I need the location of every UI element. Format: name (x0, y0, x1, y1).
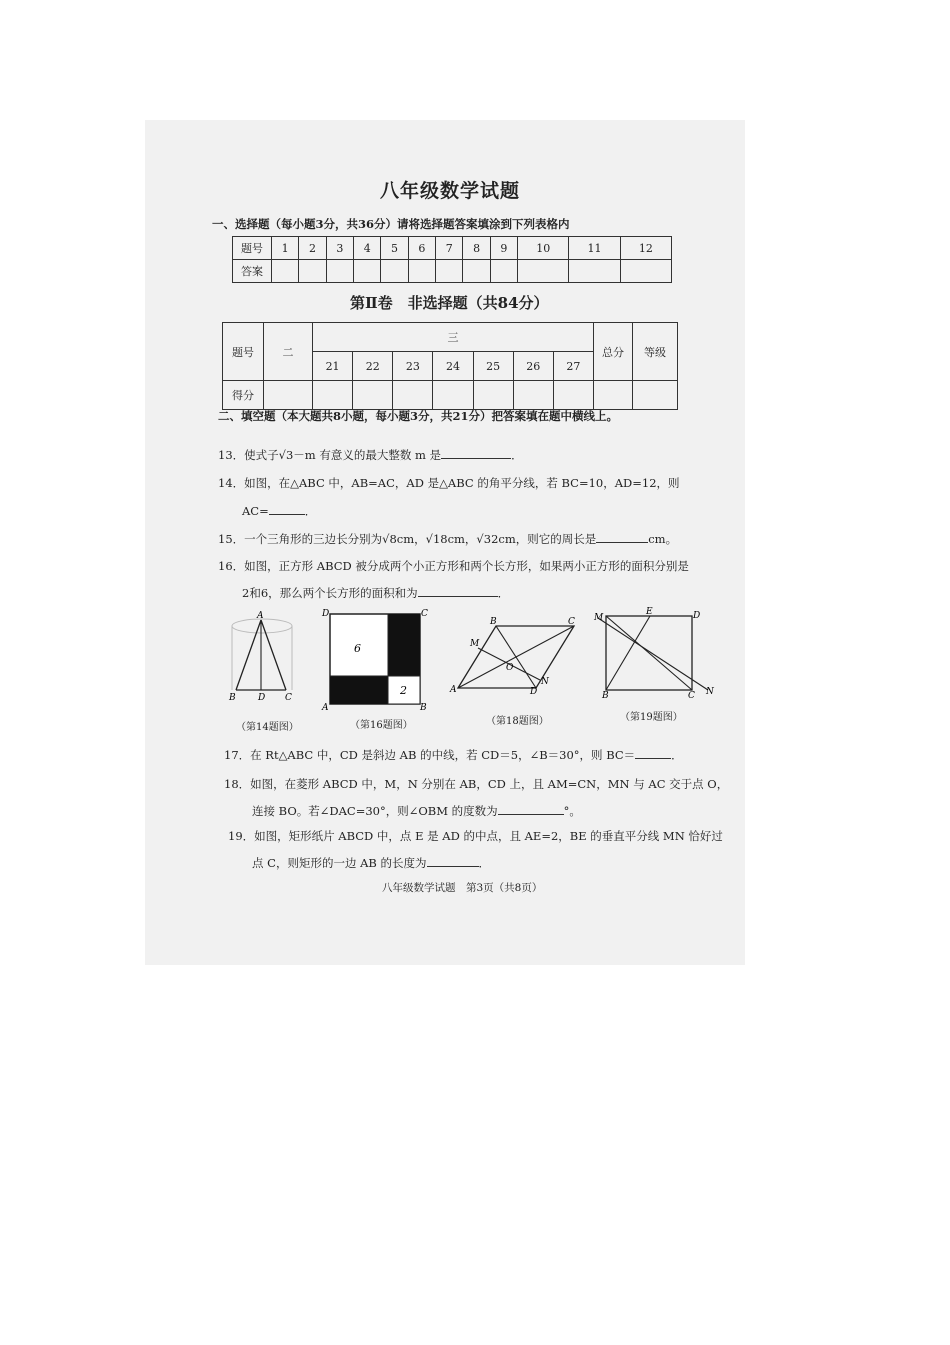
answer-blank-16[interactable] (418, 584, 498, 597)
score-cell[interactable] (473, 381, 513, 410)
answer-col-12: 12 (620, 237, 671, 260)
score-col-er: 二 (264, 323, 313, 381)
answer-cell[interactable] (463, 260, 490, 283)
score-cell[interactable] (513, 381, 553, 410)
part2-title: 第Ⅱ卷 非选择题（共84分） (350, 294, 549, 312)
svg-text:B: B (420, 703, 427, 710)
svg-text:D: D (693, 611, 701, 621)
score-col-25: 25 (473, 352, 513, 381)
question-17-text: 17．在 Rt△ABC 中，CD 是斜边 AB 的中线，若 CD＝5，∠B＝30°，则 BC＝ (224, 748, 636, 762)
figure-16 (320, 606, 430, 710)
question-18-unit: °。 (563, 804, 581, 818)
exam-title: 八年级数学试题 (380, 180, 521, 202)
question-15-unit: cm。 (648, 532, 678, 546)
question-17: 17．在 Rt△ABC 中，CD 是斜边 AB 的中线，若 CD＝5，∠B＝30°，则 BC＝ ． (224, 748, 683, 762)
caption-fig19: （第19题图） (620, 712, 683, 723)
answer-blank-13[interactable] (441, 446, 511, 459)
section2-heading: 二、填空题（本大题共8小题，每小题3分，共21分）把答案填在题中横线上。 (218, 409, 619, 423)
question-14-line1: 14．如图，在△ABC 中，AB=AC，AD 是△ABC 的角平分线，若 BC=10，AD=12，则 (218, 476, 680, 490)
question-13-text: 13．使式子√3－m 有意义的最大整数 m 是 (218, 448, 442, 462)
svg-text:D: D (322, 609, 330, 619)
score-cell[interactable] (393, 381, 433, 410)
svg-text:O: O (506, 663, 514, 673)
question-19-text: 点 C，则矩形的一边 AB 的长度为 (252, 856, 427, 870)
answer-col-1: 1 (272, 237, 299, 260)
score-col-23: 23 (393, 352, 433, 381)
svg-text:B: B (490, 617, 497, 627)
answer-col-11: 11 (569, 237, 620, 260)
question-19-line1: 19．如图，矩形纸片 ABCD 中，点 E 是 AD 的中点，且 AE=2，BE 的垂直平分线 MN 恰好过 (228, 829, 723, 843)
svg-text:D: D (258, 693, 266, 702)
svg-text:C: C (285, 693, 292, 702)
score-total-header: 总分 (594, 323, 633, 381)
figure-14 (222, 606, 302, 702)
answer-cell[interactable] (569, 260, 620, 283)
score-table (222, 322, 678, 410)
fig16-label-2: 2 (400, 684, 407, 697)
answer-cell[interactable] (354, 260, 381, 283)
answer-blank-14[interactable] (269, 502, 305, 515)
answer-col-7: 7 (436, 237, 463, 260)
score-col-22: 22 (353, 352, 393, 381)
svg-text:B: B (229, 693, 236, 702)
answer-cell[interactable] (326, 260, 353, 283)
answer-col-4: 4 (354, 237, 381, 260)
answer-col-3: 3 (326, 237, 353, 260)
svg-text:B: B (602, 691, 609, 700)
answer-col-2: 2 (299, 237, 326, 260)
row-label-number: 题号 (233, 237, 272, 260)
score-col-21: 21 (313, 352, 353, 381)
svg-text:D: D (530, 687, 538, 696)
svg-text:C: C (688, 691, 695, 700)
fig16-label-6: 6 (354, 642, 361, 655)
svg-text:M: M (470, 639, 480, 649)
answer-col-8: 8 (463, 237, 490, 260)
svg-text:M: M (594, 613, 604, 623)
page-footer: 八年级数学试题 第3页（共8页） (382, 882, 543, 894)
caption-fig14: （第14题图） (236, 722, 299, 733)
score-cell[interactable] (553, 381, 593, 410)
score-cell[interactable] (353, 381, 393, 410)
question-13: 13．使式子√3－m 有意义的最大整数 m 是 ． (218, 448, 523, 462)
svg-text:N: N (706, 687, 714, 697)
score-cell[interactable] (594, 381, 633, 410)
svg-text:A: A (322, 703, 329, 710)
score-col-24: 24 (433, 352, 473, 381)
answer-col-5: 5 (381, 237, 408, 260)
figure-18 (448, 612, 578, 696)
svg-text:A: A (257, 611, 264, 621)
score-cell[interactable] (264, 381, 313, 410)
question-19-line2: 点 C，则矩形的一边 AB 的长度为 ． (252, 856, 491, 870)
question-15-text: 15．一个三角形的三边长分别为√8cm，√18cm，√32cm，则它的周长是 (218, 532, 597, 546)
svg-text:N: N (541, 677, 549, 687)
score-col-san: 三 (313, 323, 594, 352)
answer-blank-19[interactable] (427, 854, 479, 867)
answer-cell[interactable] (408, 260, 435, 283)
score-cell[interactable] (433, 381, 473, 410)
score-grade-header: 等级 (633, 323, 678, 381)
answer-col-6: 6 (408, 237, 435, 260)
question-16-text: 2和6，那么两个长方形的面积和为 (242, 586, 418, 600)
answer-cell[interactable] (620, 260, 671, 283)
question-15 (218, 530, 677, 547)
svg-text:E: E (646, 607, 653, 617)
svg-text:C: C (421, 609, 428, 619)
answer-table (232, 236, 672, 283)
figure-19 (590, 604, 720, 700)
score-row-label-number: 题号 (223, 323, 264, 381)
score-col-26: 26 (513, 352, 553, 381)
question-14-line2: AC= ． (242, 504, 317, 518)
svg-text:A: A (450, 685, 457, 695)
answer-cell[interactable] (518, 260, 569, 283)
answer-blank-17[interactable] (635, 746, 671, 759)
answer-col-9: 9 (490, 237, 517, 260)
score-col-27: 27 (553, 352, 593, 381)
question-16-line2: 2和6，那么两个长方形的面积和为 ． (242, 586, 510, 600)
answer-cell[interactable] (436, 260, 463, 283)
answer-col-10: 10 (518, 237, 569, 260)
answer-cell[interactable] (381, 260, 408, 283)
answer-cell[interactable] (299, 260, 326, 283)
answer-blank-18[interactable] (498, 802, 564, 815)
score-cell[interactable] (633, 381, 678, 410)
score-cell[interactable] (313, 381, 353, 410)
score-row-label-score: 得分 (223, 381, 264, 410)
question-16-line1: 16．如图，正方形 ABCD 被分成两个小正方形和两个长方形，如果两小正方形的面积分别是 (218, 559, 689, 573)
answer-cell[interactable] (272, 260, 299, 283)
question-18-line1: 18．如图，在菱形 ABCD 中，M，N 分别在 AB，CD 上，且 AM=CN，MN 与 AC 交于点 O， (224, 777, 729, 791)
question-14-ac: AC= (242, 504, 269, 518)
row-label-answer: 答案 (233, 260, 272, 283)
caption-fig16: （第16题图） (350, 720, 413, 731)
question-18-text: 连接 BO。若∠DAC=30°，则∠OBM 的度数为 (252, 804, 498, 818)
caption-fig18: （第18题图） (486, 716, 549, 727)
question-18-line2 (252, 802, 581, 819)
answer-blank-15[interactable] (596, 530, 648, 543)
section1-heading: 一、选择题（每小题3分，共36分）请将选择题答案填涂到下列表格内 (212, 217, 570, 231)
answer-cell[interactable] (490, 260, 517, 283)
svg-text:C: C (568, 617, 575, 627)
